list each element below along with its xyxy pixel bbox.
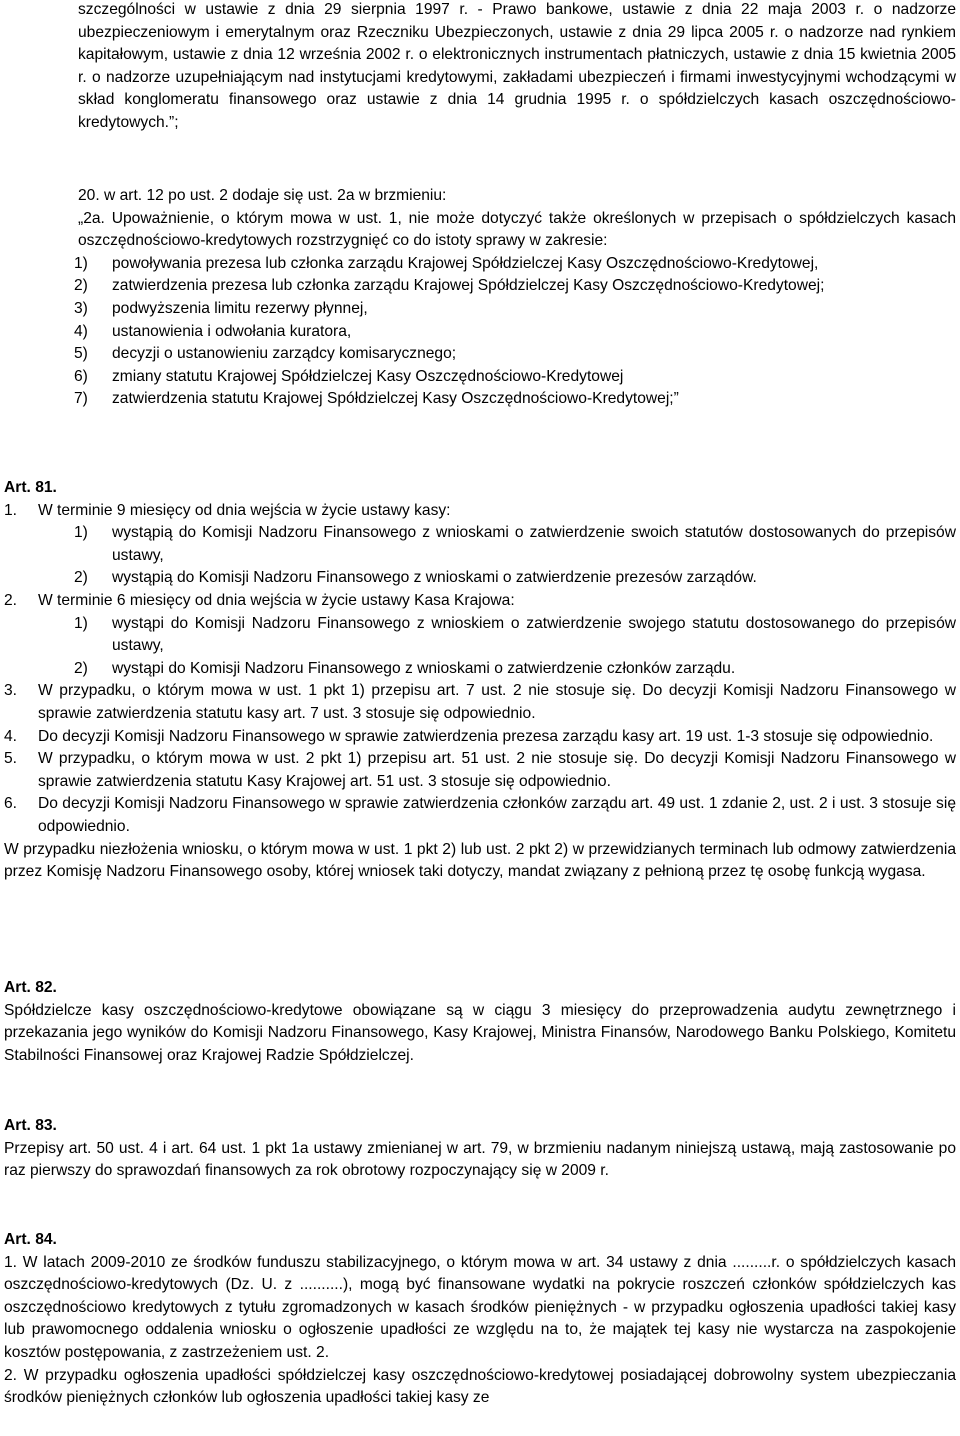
list-item: 5) decyzji o ustanowieniu zarządcy komisarycznego; — [74, 345, 457, 363]
intro-paragraph: szczególności w ustawie z dnia 29 sierpnia 1997 r. - Prawo bankowe, ustawie z dnia 22 maja 2003 r. o nadzorze ubezpieczeniowym i emerytalnym oraz Rzeczniku Ubezpieczonych, ustawie z dnia 29 lipca 2005 r. o nadzorze nad rynkiem kapitałowym, ustawie z dnia 12 września 2002 r. o elektronicznych instrumentach płatniczych, ustawie z dnia 15 kwietnia 2005 r. o nadzorze uzupełniającym nad instytucjami kredytowymi, zakładami ubezpieczeń i firmami inwestycyjnymi wchodzącymi w skład konglomeratu finansowego oraz ustawie z dnia 14 grudnia 1995 r. o spółdzielczych kasach oszczędnościowo-kredytowych.”; — [78, 1, 956, 131]
art-83-text: Przepisy art. 50 ust. 4 i art. 64 ust. 1 pkt 1a ustawy zmienianej w art. 79, w brzmieniu nadanym niniejszą ustawą, mają zastosowanie po raz pierwszy do sprawozdań finansowych za rok obrotowy rozpoczynający się w 2009 r. — [4, 1139, 956, 1180]
list-item: 4) ustanowienia i odwołania kuratora, — [74, 322, 352, 340]
art-82-text: Spółdzielcze kasy oszczędnościowo-kredytowe obowiązane są w ciągu 3 miesięcy do przeprowadzenia audytu zewnętrznego i przekazania jego wyników do Komisji Nadzoru Finansowego, Kasy Krajowej, Ministra Finansów, Narodowego Banku Polskiego, Komitetu Stabilności Finansowej oraz Krajowej Radzie Spółdzielczej. — [4, 1001, 956, 1064]
art-83-section — [4, 1115, 956, 1183]
point-20-section — [4, 185, 956, 411]
point-20-header: 20. w art. 12 po ust. 2 dodaje się ust. 2a w brzmieniu: — [78, 187, 447, 204]
art-81-heading: Art. 81. — [4, 479, 57, 496]
art-81-ust-3: 3. W przypadku, o którym mowa w ust. 1 pkt 1) przepisu art. 7 ust. 2 nie stosuje się. Do decyzji Komisji Nadzoru Finansowego w sprawie zatwierdzenia statutu kasy art. 7 ust. 3 stosuje się odpowiednio. — [4, 682, 956, 722]
list-item: 1) wystąpi do Komisji Nadzoru Finansowego z wnioskiem o zatwierdzenie swojego statutu dostosowanego do przepisów ustawy, — [74, 614, 956, 655]
art-81-section — [4, 477, 956, 884]
list-item: 2) zatwierdzenia prezesa lub członka zarządu Krajowej Spółdzielczej Kasy Oszczędnościowo-Kredytowej; — [74, 277, 825, 295]
art-81-closing: W przypadku niezłożenia wniosku, o którym mowa w ust. 1 pkt 2) lub ust. 2 pkt 2) w przewidzianych terminach lub odmowy zatwierdzenia przez Komisję Nadzoru Finansowego osoby, której wniosek taki dotyczy, mandat związany z pełnioną przez tę osobę funkcją wygasa. — [4, 840, 956, 881]
art-81-ust-2: 2. W terminie 6 miesięcy od dnia wejścia w życie ustawy Kasa Krajowa: — [4, 591, 515, 609]
list-item: 1) wystąpią do Komisji Nadzoru Finansowego z wnioskami o zatwierdzenie swoich statutów dostosowanych do przepisów ustawy, — [74, 524, 956, 564]
intro-section — [4, 0, 956, 135]
art-84-heading: Art. 84. — [4, 1231, 57, 1248]
list-item: 2) wystąpi do Komisji Nadzoru Finansowego z wnioskami o zatwierdzenie członków zarządu. — [74, 659, 736, 677]
art-81-ust-5: 5. W przypadku, o którym mowa w ust. 2 pkt 1) przepisu art. 51 ust. 2 nie stosuje się. Do decyzji Komisji Nadzoru Finansowego w sprawie zatwierdzenia statutu Kasy Krajowej art. 51 ust. 3 stosuje się odpowiednio. — [4, 750, 956, 790]
art-81-ust-6: 6. Do decyzji Komisji Nadzoru Finansowego w sprawie zatwierdzenia członków zarządu art. 49 ust. 1 zdanie 2, ust. 2 i ust. 3 stosuje się odpowiednio. — [4, 795, 956, 835]
point-20-list — [4, 253, 956, 411]
art-84-ust-2: 2. W przypadku ogłoszenia upadłości spółdzielczej kasy oszczędnościowo-kredytowej posiadającej dobrowolny system ubezpieczania środków pieniężnych członków lub ogłoszenia upadłości takiej kasy ze — [4, 1366, 956, 1407]
art-81-ust-4: 4. Do decyzji Komisji Nadzoru Finansowego w sprawie zatwierdzenia prezesa zarządu kasy art. 19 ust. 1-3 stosuje się odpowiednio. — [4, 727, 934, 745]
art-84-ust-1: 1. W latach 2009-2010 ze środków funduszu stabilizacyjnego, o którym mowa w art. 34 ustawy z dnia .........r. o spółdzielczych kasach oszczędnościowo-kredytowych (Dz. U. z ..........), mogą być finansowane wydatki na pokrycie roszczeń członków spółdzielczych kas oszczędnościowo kredytowych z tytułu zgromadzonych w kasach środków pieniężnych - w przypadku ogłoszenia upadłości takiej kasy lub prawomocnego oddalenia wniosku o ogłoszenie upadłości ze względu na to, że majątek tej kasy nie wystarcza na zaspokojenie kosztów postępowania, z zastrzeżeniem ust. 2. — [4, 1253, 956, 1361]
point-20-paragraph: „2a. Upoważnienie, o którym mowa w ust. 1, nie może dotyczyć także określonych w przepisach o spółdzielczych kasach oszczędnościowo-kredytowych rozstrzygnięć co do istoty sprawy w zakresie: — [78, 209, 956, 250]
list-item: 2) wystąpią do Komisji Nadzoru Finansowego z wnioskami o zatwierdzenie prezesów zarządów. — [74, 569, 757, 587]
art-81-ust-2-list — [4, 613, 956, 681]
list-item: 1) powoływania prezesa lub członka zarządu Krajowej Spółdzielczej Kasy Oszczędnościowo-Kredytowej, — [74, 254, 819, 272]
art-81-ust-1: 1. W terminie 9 miesięcy od dnia wejścia w życie ustawy kasy: — [4, 501, 451, 519]
art-82-heading: Art. 82. — [4, 979, 57, 996]
list-item: 7) zatwierdzenia statutu Krajowej Spółdzielczej Kasy Oszczędnościowo-Kredytowej;” — [74, 390, 679, 408]
art-83-heading: Art. 83. — [4, 1117, 57, 1134]
art-81-ust-1-list — [4, 522, 956, 590]
list-item: 6) zmiany statutu Krajowej Spółdzielczej Kasy Oszczędnościowo-Kredytowej — [74, 367, 624, 385]
art-84-section — [4, 1229, 956, 1410]
art-82-section — [4, 977, 956, 1067]
list-item: 3) podwyższenia limitu rezerwy płynnej, — [74, 299, 368, 317]
